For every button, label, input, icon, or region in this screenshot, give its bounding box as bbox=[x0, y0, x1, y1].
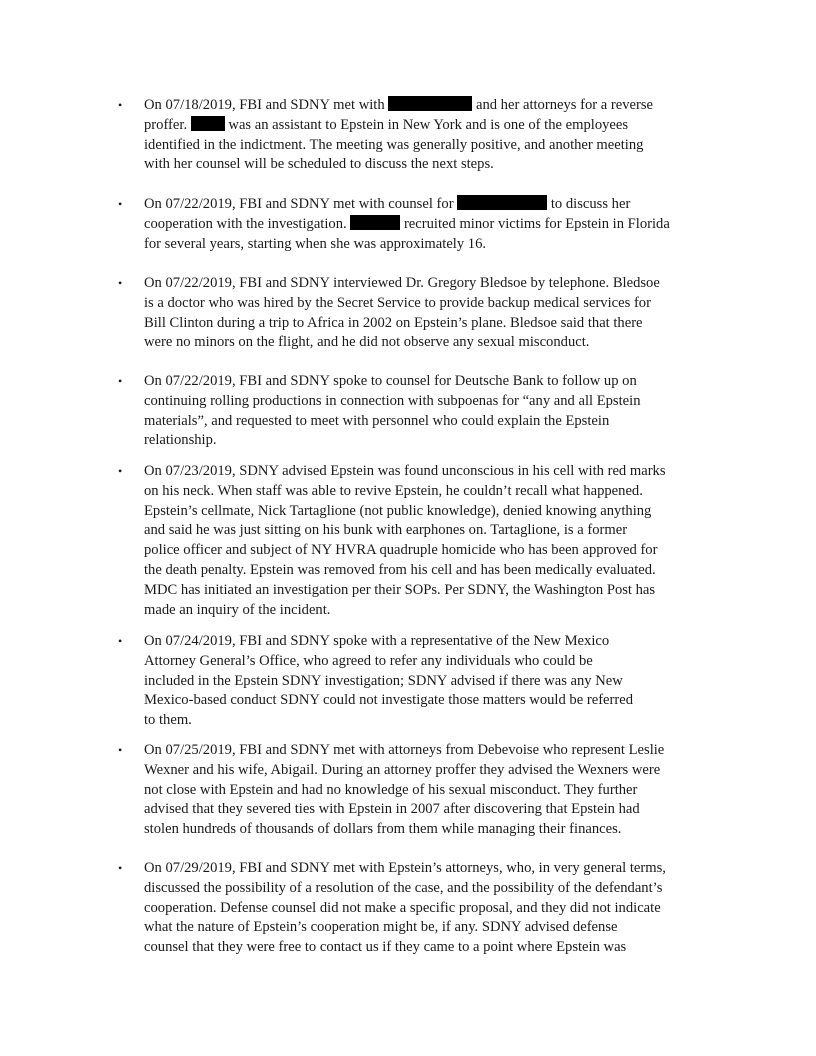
redaction-box bbox=[388, 96, 472, 111]
bullet-item bbox=[118, 195, 722, 254]
text-segment: discussed the possibility of a resolution of the case, and the possibility of the defendant’s bbox=[144, 879, 663, 896]
text-segment: counsel that they were free to contact us if they came to a point where Epstein was bbox=[144, 939, 627, 956]
text-segment: were no minors on the flight, and he did not observe any sexual misconduct. bbox=[144, 334, 590, 351]
text-segment: is a doctor who was hired by the Secret Service to provide backup medical services for bbox=[144, 294, 651, 311]
text-segment: what the nature of Epstein’s cooperation might be, if any. SDNY advised defense bbox=[144, 919, 618, 936]
text-segment: relationship. bbox=[144, 432, 217, 449]
text-line bbox=[144, 632, 722, 652]
text-segment: Wexner and his wife, Abigail. During an attorney proffer they advised the Wexners were bbox=[144, 761, 661, 778]
bullet-item bbox=[118, 859, 722, 958]
text-line bbox=[144, 859, 722, 879]
text-segment: On 07/22/2019, FBI and SDNY interviewed Dr. Gregory Bledsoe by telephone. Bledsoe bbox=[144, 275, 660, 291]
text-segment: On 07/23/2019, SDNY advised Epstein was found unconscious in his cell with red marks bbox=[144, 463, 666, 479]
text-segment: continuing rolling productions in connection with subpoenas for “any and all Epstein bbox=[144, 392, 641, 409]
text-segment: proffer. bbox=[144, 116, 191, 133]
text-segment: cooperation. Defense counsel did not make a specific proposal, and they did not indicate bbox=[144, 899, 661, 916]
text-segment: On 07/25/2019, FBI and SDNY met with attorneys from Debevoise who represent Leslie bbox=[144, 742, 665, 758]
bullet-icon: • bbox=[118, 743, 123, 757]
text-segment: MDC has initiated an investigation per their SOPs. Per SDNY, the Washington Post has bbox=[144, 581, 656, 598]
bullet-item bbox=[118, 741, 722, 840]
text-line bbox=[144, 96, 722, 116]
text-line bbox=[144, 761, 722, 781]
bullet-icon: • bbox=[118, 276, 123, 290]
text-line bbox=[144, 938, 722, 958]
text-line bbox=[144, 879, 722, 899]
bullet-icon: • bbox=[118, 374, 123, 388]
text-line bbox=[144, 215, 722, 235]
text-segment: and said he was just sitting on his bunk with earphones on. Tartaglione, is a former bbox=[144, 522, 628, 539]
text-line bbox=[144, 691, 722, 711]
text-segment: on his neck. When staff was able to revive Epstein, he couldn’t recall what happened. bbox=[144, 482, 643, 499]
text-line bbox=[144, 521, 722, 541]
text-segment: with her counsel will be scheduled to discuss the next steps. bbox=[144, 156, 494, 173]
bullet-item bbox=[118, 462, 722, 620]
text-segment: stolen hundreds of thousands of dollars from them while managing their finances. bbox=[144, 821, 622, 838]
text-segment: not close with Epstein and had no knowledge of his sexual misconduct. They further bbox=[144, 781, 638, 798]
text-line bbox=[144, 333, 722, 353]
text-segment: was an assistant to Epstein in New York and is one of the employees bbox=[224, 116, 629, 133]
text-line bbox=[144, 781, 722, 801]
text-segment: advised that they severed ties with Epstein in 2007 after discovering that Epstein had bbox=[144, 801, 640, 818]
text-line bbox=[144, 601, 722, 621]
text-line bbox=[144, 412, 722, 432]
text-segment: materials”, and requested to meet with personnel who could explain the Epstein bbox=[144, 412, 610, 429]
text-segment: to them. bbox=[144, 712, 192, 729]
text-line bbox=[144, 431, 722, 451]
text-segment: for several years, starting when she was approximately 16. bbox=[144, 235, 487, 252]
redaction-box bbox=[457, 195, 547, 210]
text-segment: recruited minor victims for Epstein in Florida bbox=[400, 215, 670, 232]
text-segment: Attorney General’s Office, who agreed to refer any individuals who could be bbox=[144, 652, 593, 669]
text-line bbox=[144, 195, 722, 215]
text-line bbox=[144, 820, 722, 840]
bullet-icon: • bbox=[118, 98, 123, 112]
text-line bbox=[144, 274, 722, 294]
text-line bbox=[144, 711, 722, 731]
text-line bbox=[144, 482, 722, 502]
text-line bbox=[144, 561, 722, 581]
redaction-box bbox=[191, 116, 225, 131]
text-segment: identified in the indictment. The meeting was generally positive, and another meeting bbox=[144, 136, 644, 153]
bullet-icon: • bbox=[118, 861, 123, 875]
bullet-icon: • bbox=[118, 464, 123, 478]
text-line bbox=[144, 462, 722, 482]
text-line bbox=[144, 502, 722, 522]
text-line bbox=[144, 294, 722, 314]
text-line bbox=[144, 652, 722, 672]
text-line bbox=[144, 581, 722, 601]
bullet-item bbox=[118, 372, 722, 451]
text-line bbox=[144, 116, 722, 136]
text-segment: On 07/24/2019, FBI and SDNY spoke with a representative of the New Mexico bbox=[144, 633, 610, 649]
text-line bbox=[144, 136, 722, 156]
text-line bbox=[144, 918, 722, 938]
text-line bbox=[144, 541, 722, 561]
text-segment: Bill Clinton during a trip to Africa in 2002 on Epstein’s plane. Bledsoe said that there bbox=[144, 314, 643, 331]
text-line bbox=[144, 235, 722, 255]
text-segment: On 07/22/2019, FBI and SDNY met with counsel for bbox=[144, 196, 458, 212]
text-segment: On 07/29/2019, FBI and SDNY met with Epstein’s attorneys, who, in very general terms, bbox=[144, 860, 666, 876]
text-line bbox=[144, 741, 722, 761]
text-line bbox=[144, 800, 722, 820]
text-segment: On 07/18/2019, FBI and SDNY met with bbox=[144, 97, 389, 113]
text-line bbox=[144, 672, 722, 692]
text-segment: Mexico-based conduct SDNY could not investigate those matters would be referred bbox=[144, 692, 634, 709]
text-line bbox=[144, 314, 722, 334]
text-line bbox=[144, 155, 722, 175]
text-segment: to discuss her bbox=[547, 196, 631, 212]
text-segment: the death penalty. Epstein was removed from his cell and has been medically evaluated. bbox=[144, 561, 656, 578]
bullet-item bbox=[118, 274, 722, 353]
text-line bbox=[144, 372, 722, 392]
text-segment: and her attorneys for a reverse bbox=[472, 97, 654, 113]
text-segment: On 07/22/2019, FBI and SDNY spoke to counsel for Deutsche Bank to follow up on bbox=[144, 373, 637, 389]
text-segment: cooperation with the investigation. bbox=[144, 215, 351, 232]
text-segment: made an inquiry of the incident. bbox=[144, 601, 331, 618]
text-segment: Epstein’s cellmate, Nick Tartaglione (not public knowledge), denied knowing anything bbox=[144, 502, 652, 519]
text-segment: included in the Epstein SDNY investigation; SDNY advised if there was any New bbox=[144, 672, 623, 689]
bullet-item bbox=[118, 632, 722, 731]
text-segment: police officer and subject of NY HVRA quadruple homicide who has been approved for bbox=[144, 542, 658, 559]
text-line bbox=[144, 899, 722, 919]
text-line bbox=[144, 392, 722, 412]
bullet-icon: • bbox=[118, 197, 123, 211]
bullet-icon: • bbox=[118, 634, 123, 648]
redaction-box bbox=[350, 215, 400, 230]
bullet-item bbox=[118, 96, 722, 175]
